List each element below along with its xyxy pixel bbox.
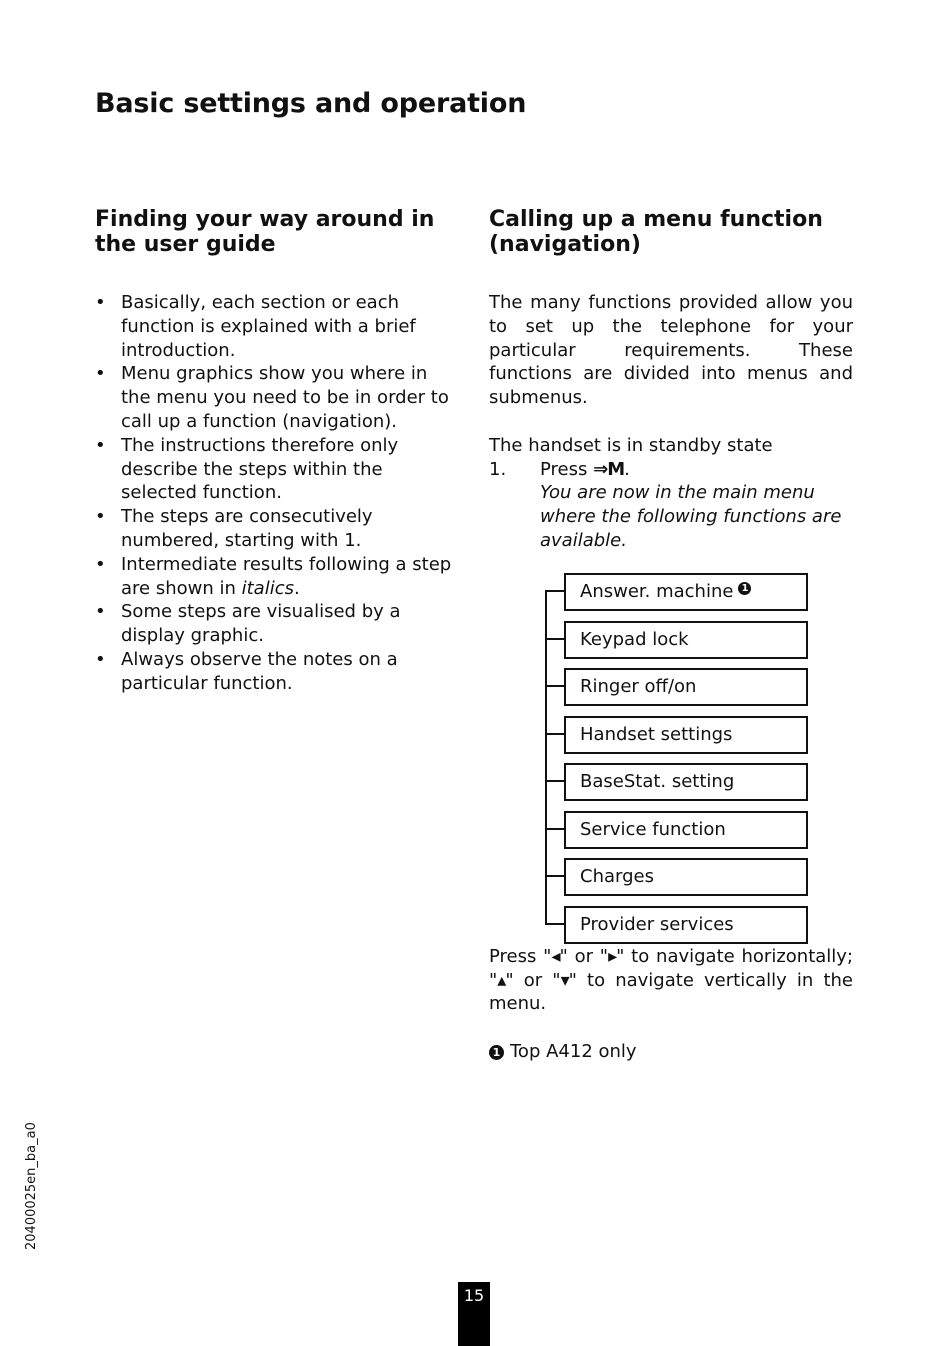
left-arrow-key-icon: ◂ bbox=[551, 945, 560, 967]
down-arrow-key-icon: ▾ bbox=[560, 969, 569, 991]
list-item bbox=[95, 291, 461, 362]
step-press-text: Press bbox=[540, 458, 594, 480]
standby-text: The handset is in standby state bbox=[489, 434, 773, 456]
nav-text: Press " bbox=[489, 945, 552, 967]
bullet-text: Basically, each section or each function is explained with a brief introduction. bbox=[121, 292, 416, 361]
page-title: Basic settings and operation bbox=[95, 88, 527, 119]
page-number: 15 bbox=[458, 1282, 490, 1346]
menu-item-label: Keypad lock bbox=[580, 628, 689, 650]
up-arrow-key-icon: ▴ bbox=[497, 969, 506, 991]
menu-item-provider-services bbox=[564, 906, 808, 944]
bullet-icon: • bbox=[95, 434, 106, 456]
bullet-text: Menu graphics show you where in the menu you need to be in order to call up a function (navigation). bbox=[121, 363, 449, 432]
menu-item-basestat-setting bbox=[564, 763, 808, 801]
menu-item-keypad-lock bbox=[564, 621, 808, 659]
right-column bbox=[489, 207, 853, 1064]
bullet-icon: • bbox=[95, 601, 106, 623]
nav-text: " or " bbox=[505, 969, 561, 991]
tree-tick bbox=[545, 875, 564, 877]
menu-item-label: Service function bbox=[580, 818, 726, 840]
tree-tick bbox=[545, 638, 564, 640]
tree-tick bbox=[545, 923, 564, 925]
tree-tick bbox=[545, 780, 564, 782]
bullet-icon: • bbox=[95, 506, 106, 528]
bullet-icon: • bbox=[95, 363, 106, 385]
nav-text: " to navigate horizontally; " bbox=[489, 945, 854, 991]
menu-key-icon: ⇒M bbox=[593, 458, 625, 480]
tree-connector-line bbox=[545, 590, 547, 924]
menu-item-label: Ringer off/on bbox=[580, 675, 697, 697]
footnote bbox=[489, 1040, 853, 1064]
bullet-icon: • bbox=[95, 553, 106, 575]
tree-tick bbox=[545, 685, 564, 687]
list-item bbox=[95, 553, 461, 601]
bullet-text: The steps are consecutively numbered, starting with 1. bbox=[121, 506, 373, 551]
footnote-marker-icon: 1 bbox=[738, 582, 751, 595]
right-heading: Calling up a menu function (navigation) bbox=[489, 207, 823, 257]
step-1 bbox=[489, 458, 853, 553]
bullet-text: Some steps are visualised by a display graphic. bbox=[121, 601, 401, 647]
menu-item-label: Charges bbox=[580, 865, 654, 887]
list-item bbox=[95, 505, 461, 553]
list-item bbox=[95, 362, 461, 433]
menu-item-answer-machine bbox=[564, 573, 808, 611]
left-heading: Finding your way around in the user guide bbox=[95, 207, 435, 257]
footnote-text: Top A412 only bbox=[510, 1040, 637, 1062]
menu-item-label: Provider services bbox=[580, 913, 734, 935]
menu-item-label: Handset settings bbox=[580, 723, 733, 745]
navigation-paragraph bbox=[489, 945, 853, 1016]
tree-tick bbox=[545, 828, 564, 830]
bullet-text: Intermediate results following a step are shown in bbox=[121, 553, 452, 599]
menu-item-service-function bbox=[564, 811, 808, 849]
list-item bbox=[95, 434, 461, 505]
nav-text: " to navigate vertically in the menu. bbox=[489, 969, 853, 1015]
tree-tick bbox=[545, 590, 564, 592]
guide-bullet-list bbox=[95, 291, 461, 696]
bullet-icon: • bbox=[95, 292, 106, 313]
main-menu-tree bbox=[489, 573, 853, 945]
bullet-icon: • bbox=[95, 648, 106, 670]
italic-word: italics bbox=[241, 577, 294, 599]
intro-paragraph: The many functions provided allow you to set up the telephone for your particular requirements. These functions are divided into menus and submenus. bbox=[489, 292, 853, 409]
step-period: . bbox=[624, 458, 630, 480]
tree-tick bbox=[545, 733, 564, 735]
list-item bbox=[95, 600, 461, 648]
nav-text: " or " bbox=[559, 945, 609, 967]
document-code: 20400025en_ba_a0 bbox=[24, 1122, 39, 1250]
bullet-text: Always observe the notes on a particular function. bbox=[121, 648, 398, 694]
right-arrow-key-icon: ▸ bbox=[608, 945, 617, 967]
bullet-text: The instructions therefore only describe the steps within the selected function. bbox=[121, 434, 399, 504]
menu-item-label: Answer. machine bbox=[580, 580, 734, 602]
left-column bbox=[95, 207, 461, 696]
step-number: 1. bbox=[489, 458, 507, 480]
step-result: You are now in the main menu where the following functions are available. bbox=[540, 482, 842, 551]
bullet-text-end: . bbox=[294, 577, 300, 599]
step-body bbox=[540, 458, 853, 553]
footnote-marker-icon: 1 bbox=[489, 1045, 504, 1060]
list-item bbox=[95, 648, 461, 696]
menu-item-charges bbox=[564, 858, 808, 896]
menu-item-label: BaseStat. setting bbox=[580, 770, 735, 792]
menu-item-ringer bbox=[564, 668, 808, 706]
menu-item-handset-settings bbox=[564, 716, 808, 754]
